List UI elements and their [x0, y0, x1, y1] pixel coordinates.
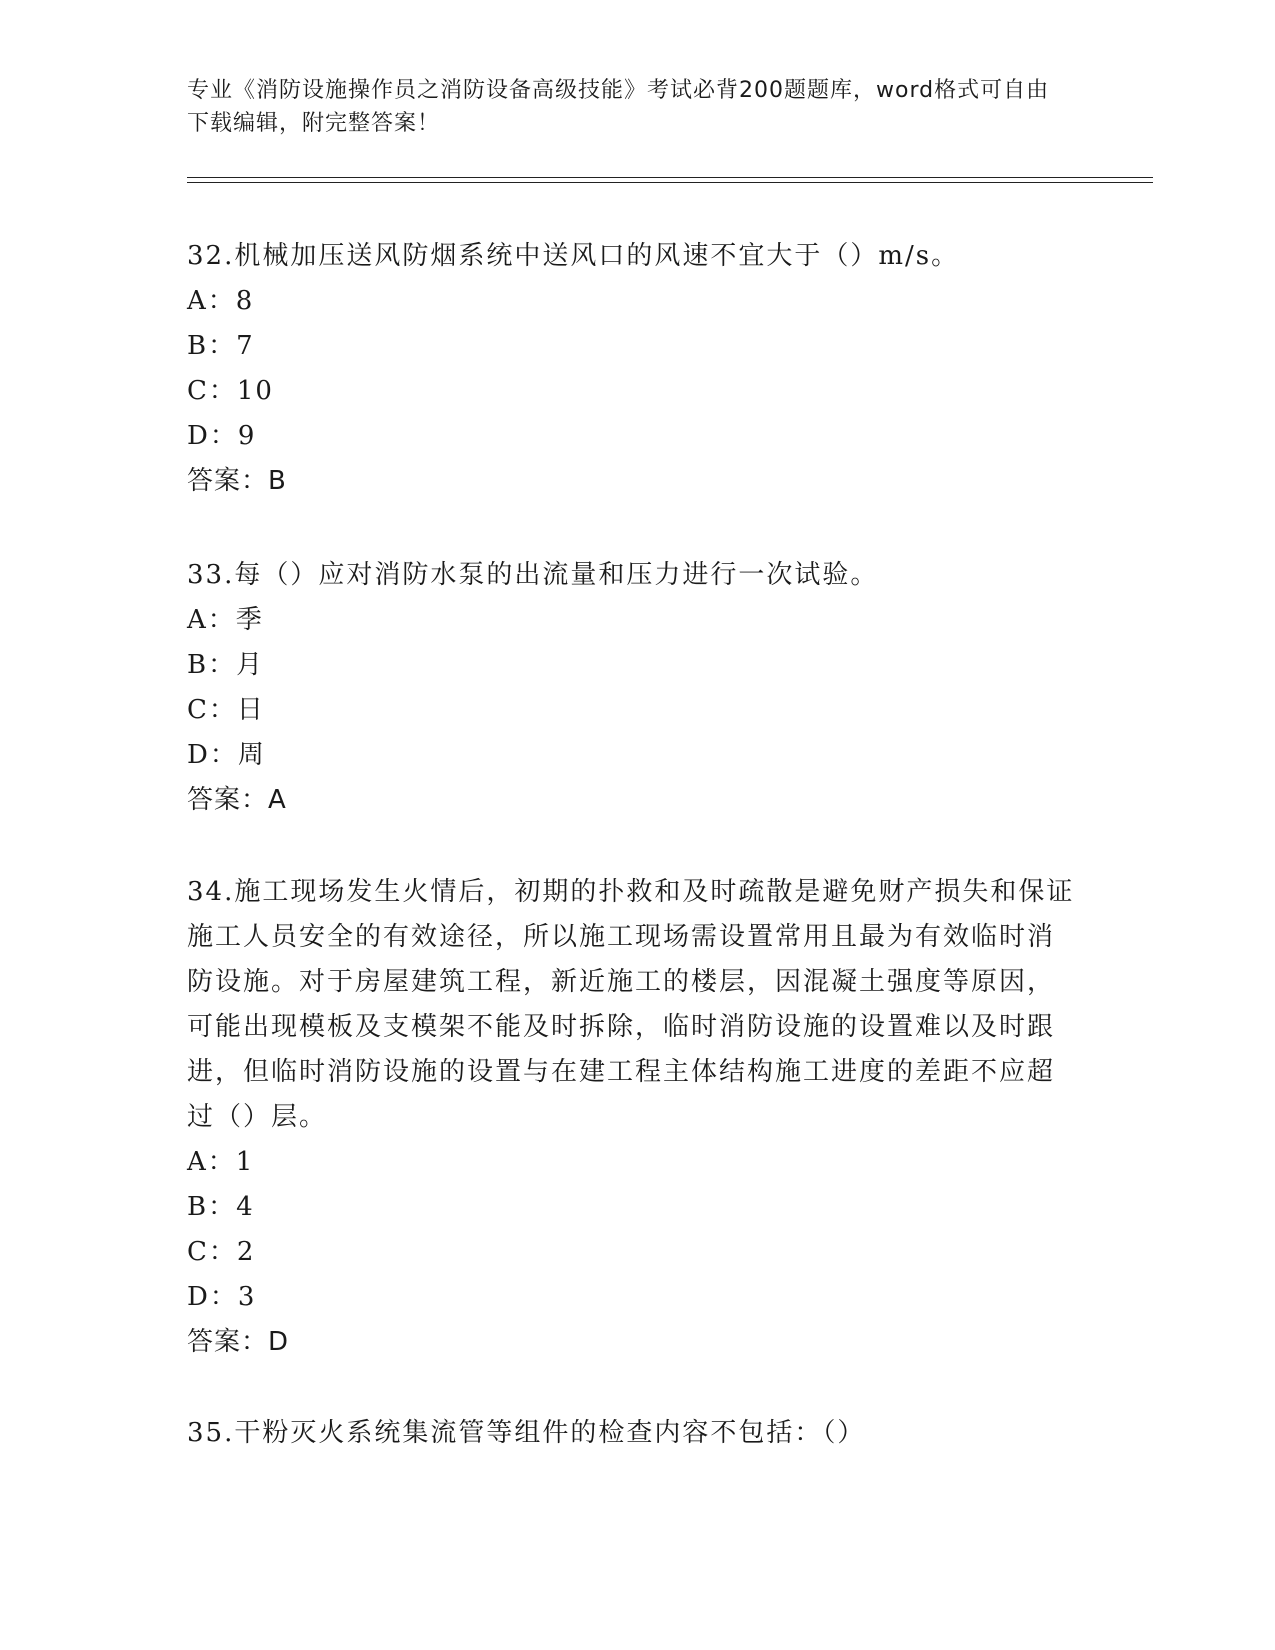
answer-text: 答案：D	[187, 1327, 290, 1357]
option-c: C：2	[187, 1237, 256, 1267]
header-divider-bottom	[187, 182, 1153, 183]
question-32	[187, 234, 1077, 504]
option-a: A：8	[187, 286, 255, 316]
question-34	[187, 870, 1077, 1365]
option-d: D：周	[187, 740, 266, 770]
option-c: C：10	[187, 376, 274, 406]
option-b: B：7	[187, 331, 255, 361]
header-divider-top	[187, 177, 1153, 178]
option-a: A：1	[187, 1147, 255, 1177]
question-stem: 33.每（）应对消防水泵的出流量和压力进行一次试验。	[187, 560, 879, 590]
document-header: 专业《消防设施操作员之消防设备高级技能》考试必背200题题库，word格式可自由下载编辑，附完整答案！	[187, 78, 1050, 136]
option-d: D：3	[187, 1282, 257, 1312]
option-d: D：9	[187, 421, 257, 451]
option-c: C：日	[187, 695, 265, 725]
question-33	[187, 553, 1077, 823]
question-stem: 35.干粉灭火系统集流管等组件的检查内容不包括：（）	[187, 1418, 866, 1448]
answer-text: 答案：B	[187, 466, 287, 496]
question-stem: 34.施工现场发生火情后，初期的扑救和及时疏散是避免财产损失和保证施工人员安全的有效途径，所以施工现场需设置常用且最为有效临时消防设施。对于房屋建筑工程，新近施工的楼层，因混凝土强度等原因，可能出现模板及支模架不能及时拆除，临时消防设施的设置难以及时跟进，但临时消防设施的设置与在建工程主体结构施工进度的差距不应超过（）层。	[187, 877, 1075, 1132]
question-stem: 32.机械加压送风防烟系统中送风口的风速不宜大于（）m/s。	[187, 241, 960, 271]
option-b: B：4	[187, 1192, 255, 1222]
answer-text: 答案：A	[187, 785, 287, 815]
option-a: A：季	[187, 605, 264, 635]
question-35	[187, 1411, 1077, 1456]
option-b: B：月	[187, 650, 265, 680]
